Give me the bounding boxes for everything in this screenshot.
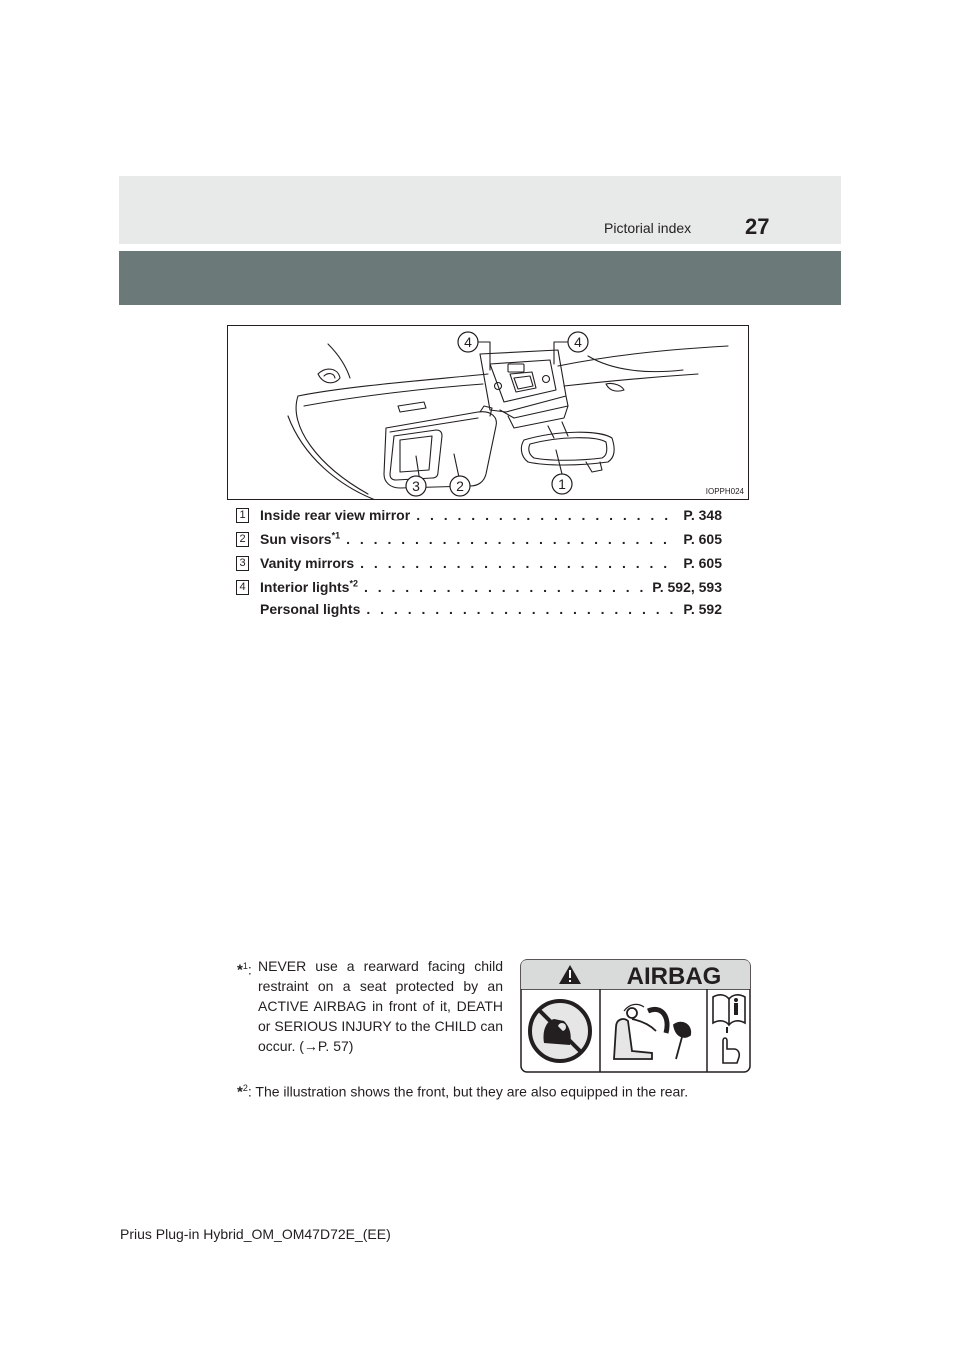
item-label: Sun visors	[260, 531, 332, 547]
callout-4a-label: 4	[464, 334, 472, 350]
footnote-text: NEVER use a rearward facing child restraint on a seat protected by an ACTIVE AIRBAG in front of it, DEATH or SERIOUS INJURY to the CHILD can occur. (→P. 57)	[258, 958, 503, 1054]
header-band-dark	[119, 251, 841, 305]
footnote-1	[237, 956, 503, 1056]
list-item	[236, 531, 726, 555]
item-label: Vanity mirrors	[260, 555, 355, 571]
page-reference-link[interactable]: P. 348	[683, 507, 722, 523]
footnote-2	[237, 1078, 757, 1103]
airbag-label-title: AIRBAG	[626, 963, 722, 990]
footnote-ref: *2	[349, 578, 358, 589]
footnote-mark: *	[237, 1083, 243, 1101]
list-item	[236, 601, 726, 623]
list-item	[236, 579, 726, 601]
leader-dots	[364, 579, 646, 595]
page-reference-link[interactable]: P. 605	[683, 531, 722, 547]
list-item	[236, 507, 726, 531]
page-reference-link[interactable]: P. 605	[683, 555, 722, 571]
footnote-mark: *	[237, 961, 243, 979]
leader-dots	[360, 555, 677, 571]
list-item	[236, 555, 726, 579]
item-number-box: 4	[236, 580, 249, 595]
leader-dots	[416, 507, 677, 523]
item-label: Interior lights	[260, 579, 350, 595]
footer-document-id: Prius Plug-in Hybrid_OM_OM47D72E_(EE)	[120, 1226, 391, 1242]
page-reference-link[interactable]: P. 592	[683, 601, 722, 617]
section-title: Pictorial index	[604, 220, 692, 236]
figure-code: IOPPH024	[705, 487, 744, 496]
airbag-warning-label	[520, 959, 751, 1073]
item-number-box: 1	[236, 508, 249, 523]
interior-illustration	[227, 325, 749, 500]
item-label: Inside rear view mirror	[260, 507, 411, 523]
overhead-console-drawing	[228, 326, 749, 500]
item-number-box: 3	[236, 556, 249, 571]
footnote-number: 2	[242, 1083, 248, 1093]
callout-1-label: 1	[558, 476, 566, 492]
footnote-text: The illustration shows the front, but they are also equipped in the rear.	[251, 1083, 689, 1100]
callout-2-label: 2	[456, 478, 464, 494]
no-rear-facing-child-seat-icon	[530, 1001, 590, 1061]
callout-4b-label: 4	[574, 334, 582, 350]
callout-3-label: 3	[412, 478, 420, 494]
leader-dots	[346, 531, 677, 547]
footnote-separator: :	[247, 1083, 252, 1100]
header-band-light	[119, 176, 841, 244]
footnote-ref: *1	[331, 530, 341, 541]
parts-list	[236, 507, 726, 623]
page-reference-link[interactable]: P. 592, 593	[652, 579, 722, 595]
page-number: 27	[745, 214, 770, 239]
footnote-separator: :	[247, 961, 252, 978]
item-number-box: 2	[236, 532, 249, 547]
footnote-number: 1	[242, 961, 248, 971]
item-label: Personal lights	[260, 601, 361, 617]
leader-dots	[366, 601, 677, 617]
